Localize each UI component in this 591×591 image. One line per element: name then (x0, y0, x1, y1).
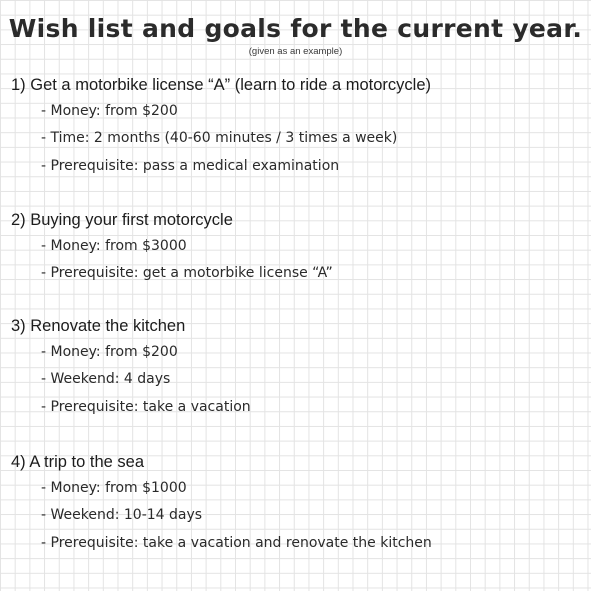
goal-money: - Money: from $1000 (41, 480, 187, 496)
goal-money: - Money: from $200 (41, 344, 178, 360)
goal-item (11, 449, 432, 557)
goal-heading: 1) Get a motorbike license “A” (learn to ride a motorcycle) (11, 76, 431, 94)
goal-prerequisite: - Prerequisite: pass a medical examination (41, 157, 340, 174)
goal-heading: 3) Renovate the kitchen (11, 317, 186, 335)
page-title: Wish list and goals for the current year. (8, 14, 583, 43)
goal-prerequisite: - Prerequisite: get a motorbike license “A” (41, 265, 333, 282)
goal-time: - Time: 2 months (40-60 minutes / 3 times a week) (41, 130, 398, 147)
goal-weekend: - Weekend: 10-14 days (41, 507, 203, 524)
goal-item (11, 313, 251, 421)
goal-item (11, 72, 431, 180)
goal-prerequisite: - Prerequisite: take a vacation and renovate the kitchen (41, 534, 432, 551)
goal-money: - Money: from $200 (41, 103, 178, 119)
goal-money: - Money: from $3000 (41, 238, 187, 254)
goal-weekend: - Weekend: 4 days (41, 371, 171, 388)
goal-heading: 4) A trip to the sea (11, 453, 144, 471)
goal-prerequisite: - Prerequisite: take a vacation (41, 398, 251, 415)
goal-item (11, 207, 333, 288)
goal-heading: 2) Buying your first motorcycle (11, 211, 233, 229)
page-subtitle: (given as an example) (248, 46, 343, 57)
